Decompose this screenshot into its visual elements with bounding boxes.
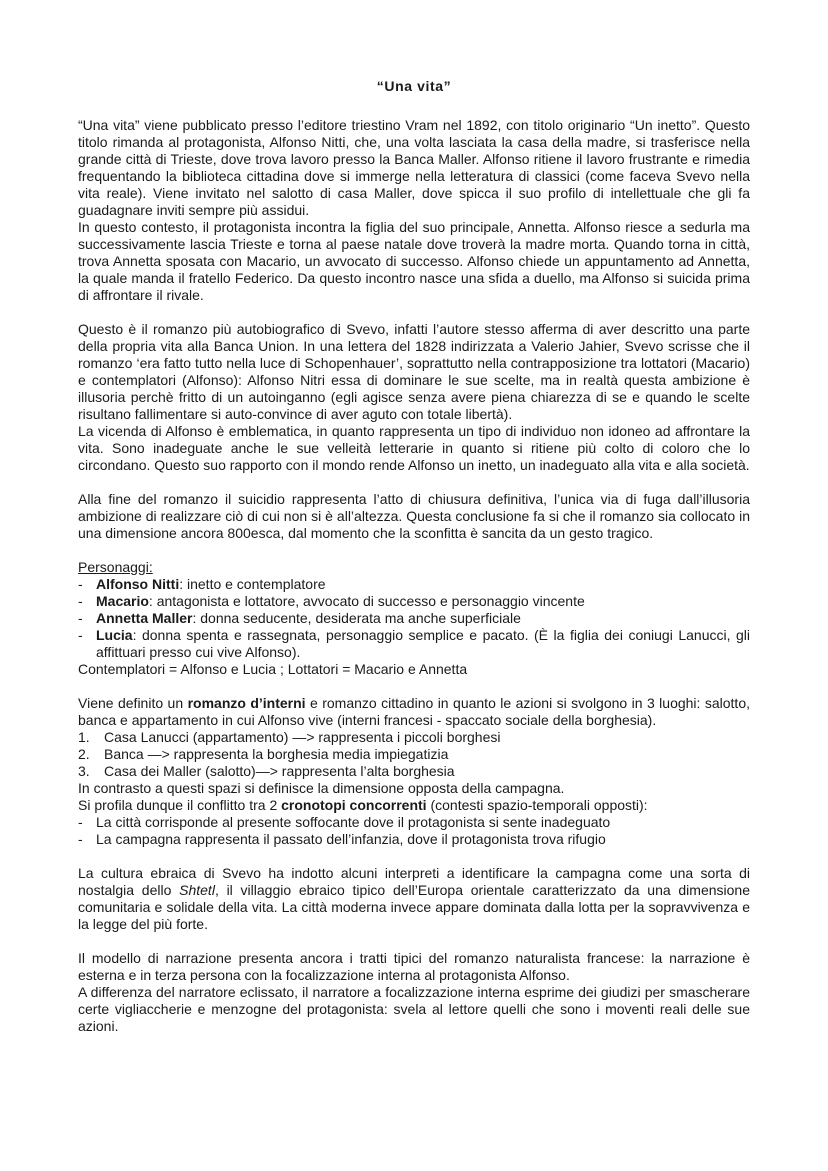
dash-bullet: - [78,831,83,847]
list-item [78,763,750,780]
conflict-line [78,797,750,814]
text-run: (contesti spazio-temporali opposti): [426,797,648,813]
character-desc: : donna spenta e rassegnata, personaggio semplice e pacato. (È la figlia dei coniugi Lanucci, gli affittuari presso cui vive Alfonso). [96,627,750,660]
character-desc: : inetto e contemplatore [179,576,326,592]
places-list [78,729,750,780]
list-item [78,576,750,593]
place-text: Casa dei Maller (salotto)—> rappresenta l’alta borghesia [104,763,455,779]
character-name: Annetta Maller [96,610,193,626]
dash-bullet: - [78,593,83,609]
list-item [78,610,750,627]
ending-paragraph: Alla fine del romanzo il suicidio rappresenta l’atto di chiusura definitiva, l’unica via di fuga dall’illusoria ambizione di realizzare ciò di cui non si è all’altezza. Questa conclusione fa si che il romanzo sia collocato in una dimensione ancora 800esca, dal momento che la sconfitta è sancita da un gesto tragico. [78,491,750,541]
intro-paragraph-2: In questo contesto, il protagonista incontra la figlia del suo principale, Annetta. Alfonso riesce a sedurla ma successivamente lascia Trieste e torna al paese natale dove troverà la madre morta. Quando torna in città, trova Annetta sposata con Macario, un avvocato di successo. Alfonso chiede un appuntamento ad Annetta, la quale manda il fratello Federico. Da questo incontro nasce una sfida a duello, ma Alfonso si suicida prima di affrontare il rivale. [78,219,750,303]
list-item [78,831,750,848]
interiors-intro [78,695,750,729]
narration-paragraph-1: Il modello di narrazione presenta ancora i tratti tipici del romanzo naturalista francese: la narrazione è esterna e in terza persona con la focalizzazione interna al protagonista Alfonso. [78,950,750,983]
character-name: Alfonso Nitti [96,576,180,592]
characters-heading [78,559,750,576]
culture-paragraph [78,865,750,933]
dash-bullet: - [78,576,83,592]
character-name: Macario [96,593,149,609]
place-text: Banca —> rappresenta la borghesia media impiegatizia [104,746,449,762]
list-number: 1. [78,729,90,745]
autobio-paragraph-2: La vicenda di Alfonso è emblematica, in quanto rappresenta un tipo di individuo non idoneo ad affrontare la vita. Sono inadeguate anche le sue velleità letterarie in quanto si ritiene più colto di coloro che lo circondano. Questo suo rapporto con il mondo rende Alfonso un inetto, un inadeguato alla vita e alla società. [78,423,750,473]
text-run: La cultura ebraica di Svevo ha indotto alcuni interpreti a identificare la campagna come una sorta di nostalgia dello [78,865,750,898]
dash-bullet: - [78,627,83,643]
text-run: Si profila dunque il conflitto tra 2 [78,797,282,813]
cronotopo-text: La campagna rappresenta il passato dell’infanzia, dove il protagonista trova rifugio [96,831,606,847]
cronotopi-list [78,814,750,848]
text-run: , il villaggio ebraico tipico dell’Europa orientale caratterizzato da una dimensione comunitaria e solidale della vita. La città moderna invece appare dominata dalla lotta per la sopravvivenza e la legge del più forte. [78,882,750,932]
text-run: Viene definito un [78,695,188,711]
spacer [78,678,750,695]
place-text: Casa Lanucci (appartamento) —> rappresenta i piccoli borghesi [104,729,501,745]
bold-term: romanzo d’interni [187,695,306,711]
italic-term: Shtetl [179,882,215,898]
character-desc: : donna seducente, desiderata ma anche superficiale [192,610,521,626]
text-run: e romanzo cittadino in quanto le azioni si svolgono in 3 luoghi: salotto, banca e appartamento in cui Alfonso vive (interni francesi - spaccato sociale della borghesia). [78,695,750,728]
characters-summary: Contemplatori = Alfonso e Lucia ; Lottatori = Macario e Annetta [78,661,468,677]
document-page [78,78,750,1035]
list-number: 3. [78,763,90,779]
cronotopo-text: La città corrisponde al presente soffocante dove il protagonista si sente inadeguato [96,814,611,830]
spacer [78,304,750,321]
list-item [78,814,750,831]
list-item [78,627,750,661]
spacer [78,474,750,491]
list-number: 2. [78,746,90,762]
narration-paragraph-2: A differenza del narratore eclissato, il narratore a focalizzazione interna esprime dei giudizi per smascherare certe vigliaccherie e menzogne del protagonista: svela al lettore quelli che sono i moventi reali delle sue azioni. [78,984,750,1034]
intro-paragraph-1: “Una vita” viene pubblicato presso l’editore triestino Vram nel 1892, con titolo originario “Un inetto”. Questo titolo rimanda al protagonista, Alfonso Nitti, che, una volta lasciata la casa della madre, si trasferisce nella grande città di Trieste, dove trova lavoro presso la Banca Maller. Alfonso ritiene il lavoro frustrante e rimedia frequentando la biblioteca cittadina dove si immerge nella letteratura di classici (come faceva Svevo nella vita reale). Viene invitato nel salotto di casa Maller, dove spicca il suo profilo di intellettuale che gli fa guadagnare inviti sempre più assidui. [78,117,750,218]
autobio-paragraph-1: Questo è il romanzo più autobiografico di Svevo, infatti l’autore stesso afferma di aver descritto una parte della propria vita alla Banca Union. In una lettera del 1828 indirizzata a Valerio Jahier, Svevo scrisse che il romanzo ‘era fatto tutto nella luce di Schopenhauer’, soprattutto nella contrapposizione tra lottatori (Macario) e contemplatori (Alfonso): Alfonso Nitri essa di dominare le sue scelte, ma in realtà questa ambizione è illusoria perchè fritto di un autoinganno (egli agisce senza avere piena chiarezza di se e quando le scelte risultano fallimentare si auto-convince di aver aguto con totale libertà). [78,321,750,422]
page-title: “Una vita” [376,78,452,94]
list-item [78,746,750,763]
spacer [78,542,750,559]
list-item [78,593,750,610]
character-desc: : antagonista e lottatore, avvocato di successo e personaggio vincente [148,593,585,609]
characters-list [78,576,750,661]
bold-term: cronotopi concorrenti [281,797,427,813]
dash-bullet: - [78,610,83,626]
spacer [78,848,750,865]
characters-heading-text: Personaggi: [78,559,153,575]
contrast-line: In contrasto a questi spazi si definisce la dimensione opposta della campagna. [78,780,565,796]
dash-bullet: - [78,814,83,830]
list-item [78,729,750,746]
spacer [78,933,750,950]
character-name: Lucia [96,627,133,643]
